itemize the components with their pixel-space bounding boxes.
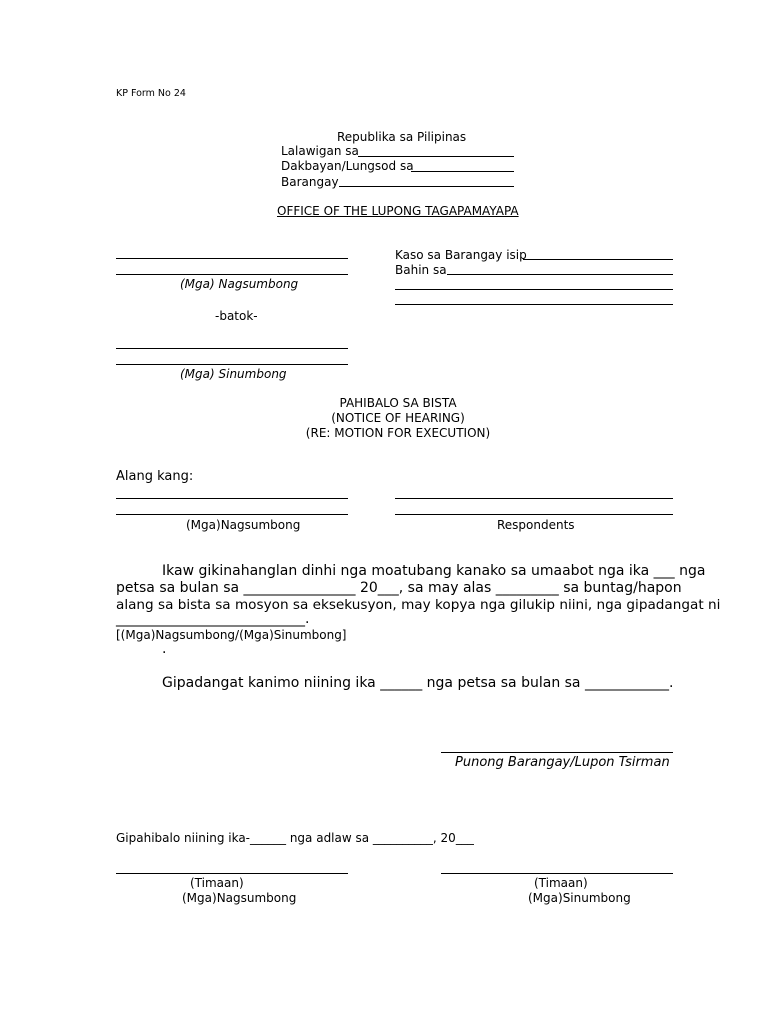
- complainant-caption: (Mga) Nagsumbong: [180, 277, 299, 291]
- notice-subtitle: (NOTICE OF HEARING): [331, 411, 465, 425]
- office-heading: OFFICE OF THE LUPONG TAGAPAMAYAPA: [277, 204, 519, 218]
- addressee-right-field-1[interactable]: [395, 498, 673, 499]
- body-p1-line1: Ikaw gikinahanglan dinhi nga moatubang kanako sa umaabot nga ika ___ nga: [162, 563, 706, 579]
- subject-label: Bahin sa: [395, 263, 447, 277]
- subject-field-3[interactable]: [395, 304, 673, 305]
- barangay-field[interactable]: [339, 186, 514, 187]
- complainant-field-2[interactable]: [116, 274, 348, 275]
- province-label: Lalawigan sa: [281, 144, 359, 158]
- signature-caption: Punong Barangay/Lupon Tsirman: [455, 755, 670, 770]
- respondent-caption: (Mga) Sinumbong: [180, 367, 287, 381]
- body-p2: Gipadangat kanimo niining ika ______ nga petsa sa bulan sa ____________.: [162, 675, 674, 691]
- notice-regarding: (RE: MOTION FOR EXECUTION): [305, 426, 491, 440]
- case-number-field[interactable]: [523, 259, 673, 260]
- body-p1-line4: ___________________________.: [116, 611, 310, 627]
- body-p1-line2: petsa sa bulan sa ________________ 20___, sa may alas _________ sa buntag/hapon: [116, 580, 682, 596]
- addressee-label: Alang kang:: [116, 469, 194, 484]
- complainant-party-label: (Mga)Nagsumbong: [182, 891, 297, 905]
- complainant-signature-field[interactable]: [116, 873, 348, 874]
- signature-field[interactable]: [441, 752, 673, 753]
- city-field[interactable]: [411, 171, 514, 172]
- notice-title: PAHIBALO SA BISTA: [339, 396, 457, 410]
- versus-label: -batok-: [215, 309, 258, 323]
- respondent-field-1[interactable]: [116, 348, 348, 349]
- province-field[interactable]: [358, 156, 514, 157]
- subject-field-2[interactable]: [395, 289, 673, 290]
- addressee-left-field-2[interactable]: [116, 514, 348, 515]
- complainant-field-1[interactable]: [116, 258, 348, 259]
- barangay-label: Barangay: [281, 175, 339, 189]
- addressee-left-field-1[interactable]: [116, 498, 348, 499]
- form-number: KP Form No 24: [116, 88, 186, 99]
- body-p1-line3: alang sa bista sa mosyon sa eksekusyon, may kopya nga gilukip niini, nga gipadangat ni: [116, 597, 721, 613]
- addressee-left-caption: (Mga)Nagsumbong: [186, 518, 301, 532]
- notice-date-line: Gipahibalo niining ika-______ nga adlaw sa __________, 20___: [116, 831, 474, 845]
- addressee-right-field-2[interactable]: [395, 514, 673, 515]
- republic-heading: Republika sa Pilipinas: [337, 130, 467, 144]
- respondent-party-label: (Mga)Sinumbong: [528, 891, 631, 905]
- body-p1-line6: .: [162, 641, 167, 657]
- respondent-field-2[interactable]: [116, 364, 348, 365]
- body-p1-party-hint: [(Mga)Nagsumbong/(Mga)Sinumbong]: [116, 628, 347, 642]
- city-label: Dakbayan/Lungsod sa: [281, 159, 414, 173]
- addressee-right-caption: Respondents: [497, 518, 575, 532]
- complainant-mark-label: (Timaan): [190, 876, 244, 890]
- respondent-signature-field[interactable]: [441, 873, 673, 874]
- case-number-label: Kaso sa Barangay isip: [395, 248, 527, 262]
- respondent-mark-label: (Timaan): [534, 876, 588, 890]
- subject-field-1[interactable]: [447, 274, 673, 275]
